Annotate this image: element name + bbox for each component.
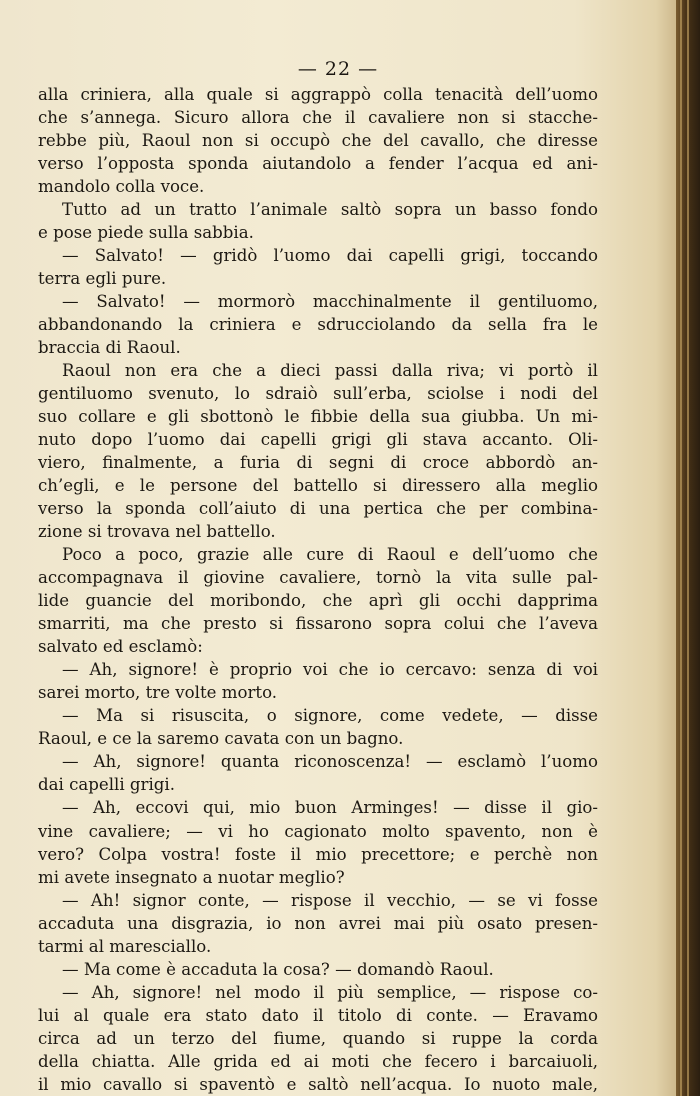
text-line: Tutto ad un tratto l’animale saltò sopra un basso fondo xyxy=(62,200,598,220)
text-line: rebbe più, Raoul non si occupò che del cavallo, che diresse xyxy=(38,131,598,151)
text-line: e pose piede sulla sabbia. xyxy=(38,223,254,243)
text-line: Raoul non era che a dieci passi dalla riva; vi portò il xyxy=(62,361,598,381)
text-line: ch’egli, e le persone del battello si diressero alla meglio xyxy=(38,476,598,496)
text-line: salvato ed esclamò: xyxy=(38,637,203,657)
text-line: zione si trovava nel battello. xyxy=(38,522,276,542)
text-line: il mio cavallo si spaventò e saltò nell’acqua. Io nuoto male, xyxy=(38,1074,598,1094)
text-line: sarei morto, tre volte morto. xyxy=(38,683,278,703)
text-line: verso l’opposta sponda aiutandolo a fender l’acqua ed ani- xyxy=(38,154,598,174)
text-line: smarriti, ma che presto si fissarono sopra colui che l’aveva xyxy=(38,614,598,634)
text-line: verso la sponda coll’aiuto di una pertica che per combina- xyxy=(38,499,598,519)
page-edge-line xyxy=(687,0,689,1096)
text-line: vero? Colpa vostra! foste il mio precettore; e perchè non xyxy=(38,844,598,864)
text-line: dai capelli grigi. xyxy=(38,775,175,795)
text-line: suo collare e gli sbottonò le fibbie della sua giubba. Un mi- xyxy=(38,407,598,427)
text-line: accompagnava il giovine cavaliere, tornò la vita sulle pal- xyxy=(38,568,598,588)
text-line: — Ma si risuscita, o signore, come vedete, — disse xyxy=(62,706,598,726)
text-line: mi avete insegnato a nuotar meglio? xyxy=(38,867,345,887)
text-line: abbandonando la criniera e sdrucciolando da sella fra le xyxy=(38,315,598,335)
text-line: della chiatta. Alle grida ed ai moti che fecero i barcaiuoli, xyxy=(38,1051,598,1071)
text-line: gentiluomo svenuto, lo sdraiò sull’erba, sciolse i nodi del xyxy=(38,384,598,404)
text-line: che s’annega. Sicuro allora che il cavaliere non si stacche- xyxy=(38,108,598,128)
text-line: — Ma come è accaduta la cosa? — domandò Raoul. xyxy=(62,959,494,979)
body-text xyxy=(38,83,598,1096)
text-line: lui al quale era stato dato il titolo di conte. — Eravamo xyxy=(38,1005,598,1025)
text-line: — Salvato! — gridò l’uomo dai capelli grigi, toccando xyxy=(62,246,598,266)
text-line: — Ah, signore! è proprio voi che io cercavo: senza di voi xyxy=(62,660,598,680)
text-line: viero, finalmente, a furia di segni di croce abbordò an- xyxy=(38,453,598,473)
text-line: — Salvato! — mormorò macchinalmente il gentiluomo, xyxy=(62,292,598,312)
page-number: — 22 — xyxy=(297,58,379,80)
text-line: — Ah, signore! nel modo il più semplice, — rispose co- xyxy=(62,982,598,1002)
text-line: alla criniera, alla quale si aggrappò colla tenacità dell’uomo xyxy=(38,85,598,104)
text-line: accaduta una disgrazia, io non avrei mai più osato presen- xyxy=(38,913,598,933)
text-line: — Ah, eccovi qui, mio buon Arminges! — disse il gio- xyxy=(62,798,598,818)
text-line: nuto dopo l’uomo dai capelli grigi gli stava accanto. Oli- xyxy=(38,430,598,450)
text-line: — Ah! signor conte, — rispose il vecchio, — se vi fosse xyxy=(62,890,598,910)
text-line: circa ad un terzo del fiume, quando si ruppe la corda xyxy=(38,1028,598,1048)
text-line: lide guancie del moribondo, che aprì gli occhi dapprima xyxy=(38,591,598,611)
text-line: Raoul, e ce la saremo cavata con un bagno. xyxy=(38,729,404,749)
text-line: mandolo colla voce. xyxy=(38,177,205,197)
text-line: Poco a poco, grazie alle cure di Raoul e dell’uomo che xyxy=(62,545,598,565)
adjacent-page-edge xyxy=(676,0,700,1096)
text-line: braccia di Raoul. xyxy=(38,338,181,358)
text-line: tarmi al maresciallo. xyxy=(38,936,212,956)
page-edge-line xyxy=(680,0,682,1096)
text-line: terra egli pure. xyxy=(38,269,167,289)
text-line: — Ah, signore! quanta riconoscenza! — esclamò l’uomo xyxy=(62,752,598,772)
text-line: vine cavaliere; — vi ho cagionato molto spavento, non è xyxy=(38,821,598,841)
